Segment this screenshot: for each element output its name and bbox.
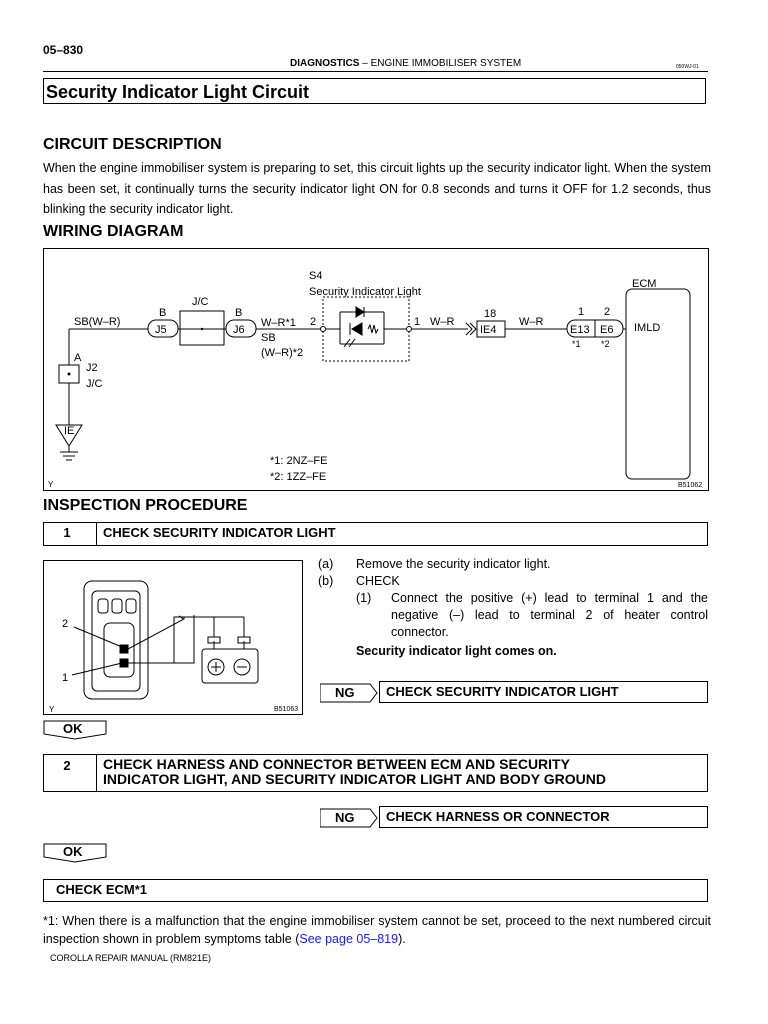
label-s4: S4 bbox=[309, 270, 323, 282]
label-e13-note: *1 bbox=[572, 339, 581, 349]
step1-box bbox=[43, 522, 708, 546]
wiring-diagram-svg bbox=[44, 249, 710, 492]
label-e6: E6 bbox=[600, 324, 614, 336]
label-ie4-pin: 18 bbox=[484, 308, 497, 320]
step-sub-marker: (1) bbox=[356, 591, 372, 605]
step2-ok-label: OK bbox=[63, 844, 83, 859]
label-pin1: 1 bbox=[414, 316, 421, 328]
step-b-text: CHECK bbox=[356, 574, 400, 588]
step2-ng-action[interactable]: CHECK HARNESS OR CONNECTOR bbox=[379, 806, 708, 828]
label-wr2: (W–R)*2 bbox=[261, 347, 304, 359]
label-imld: IMLD bbox=[634, 322, 661, 334]
label-wr1: W–R*1 bbox=[261, 317, 296, 329]
step-sub-text: Connect the positive (+) lead to terminal 1 and the negative (–) lead to terminal 2 of heater control connector. bbox=[391, 591, 708, 639]
section-header bbox=[290, 58, 521, 69]
footnote-end: ). bbox=[398, 932, 406, 946]
section-engine-immobiliser: ENGINE IMMOBILISER SYSTEM bbox=[370, 58, 522, 69]
step2-number: 2 bbox=[44, 755, 97, 791]
label-j6: J6 bbox=[233, 324, 245, 336]
label-fig-code: B51062 bbox=[678, 482, 703, 489]
label-ie: IE bbox=[64, 425, 75, 437]
label-y: Y bbox=[48, 480, 54, 489]
see-page-link[interactable]: See page 05–819 bbox=[299, 932, 399, 946]
section-separator: – bbox=[359, 58, 371, 69]
label-j2-jc: J/C bbox=[86, 378, 103, 390]
step3-box bbox=[43, 879, 708, 902]
wiring-diagram bbox=[43, 248, 709, 491]
page-title: Security Indicator Light Circuit bbox=[43, 78, 706, 104]
label-e6-note: *2 bbox=[601, 339, 610, 349]
step1-number: 1 bbox=[44, 523, 97, 545]
step1-title: CHECK SECURITY INDICATOR LIGHT bbox=[103, 525, 336, 540]
fig-pin2: 2 bbox=[62, 618, 69, 630]
header-rule bbox=[43, 71, 708, 72]
label-j6-wire: B bbox=[235, 307, 243, 319]
step2-title-line2: INDICATOR LIGHT, AND SECURITY INDICATOR LIGHT AND BODY GROUND bbox=[103, 771, 606, 787]
step1-ng-action[interactable]: CHECK SECURITY INDICATOR LIGHT bbox=[379, 681, 708, 703]
section-diagnostics: DIAGNOSTICS bbox=[290, 58, 360, 69]
step-b-marker: (b) bbox=[318, 574, 334, 588]
label-j5-wire: B bbox=[159, 307, 167, 319]
label-sb: SB bbox=[261, 332, 276, 344]
label-jc-top: J/C bbox=[192, 296, 209, 308]
step1-ok-label: OK bbox=[63, 721, 83, 736]
label-ecm: ECM bbox=[632, 278, 657, 290]
step-a-text: Remove the security indicator light. bbox=[356, 557, 551, 571]
inspection-heading: INSPECTION PROCEDURE bbox=[43, 497, 248, 514]
label-ie4: IE4 bbox=[480, 324, 497, 336]
wiring-diagram-heading: WIRING DIAGRAM bbox=[43, 223, 184, 240]
connector-figure bbox=[43, 560, 303, 715]
label-pin2: 2 bbox=[310, 316, 317, 328]
doc-code: 050WJ-01 bbox=[676, 64, 699, 70]
footnote bbox=[43, 912, 711, 948]
step1-result: Security indicator light comes on. bbox=[356, 644, 557, 658]
page-number: 05–830 bbox=[43, 43, 84, 57]
step3-title: CHECK ECM*1 bbox=[56, 882, 148, 897]
circuit-description-text: When the engine immobiliser system is preparing to set, this circuit lights up the security indicator light. When the system has been set, it continually turns the security indicator light ON for 0.8 seconds and turns it OFF for 1.2 seconds, thus blinking the security indicator light. bbox=[43, 161, 711, 216]
label-j2: J2 bbox=[86, 362, 98, 374]
label-sb-wr: SB(W–R) bbox=[74, 316, 121, 328]
fig-pin1: 1 bbox=[62, 672, 69, 684]
label-e6-pin: 2 bbox=[604, 306, 611, 318]
step2-ng-label: NG bbox=[335, 810, 355, 825]
fig-y: Y bbox=[49, 705, 55, 714]
step1-ng-label: NG bbox=[335, 685, 355, 700]
step2-title bbox=[97, 755, 606, 791]
label-wr-a: W–R bbox=[430, 316, 455, 328]
step-a-marker: (a) bbox=[318, 557, 334, 571]
label-s4-name: Security Indicator Light bbox=[309, 286, 421, 298]
label-note1: *1: 2NZ–FE bbox=[270, 455, 328, 467]
label-j5: J5 bbox=[155, 324, 167, 336]
label-e13-pin: 1 bbox=[578, 306, 585, 318]
step2-box bbox=[43, 754, 708, 792]
footer: COROLLA REPAIR MANUAL (RM821E) bbox=[50, 953, 212, 963]
circuit-description-heading: CIRCUIT DESCRIPTION bbox=[43, 136, 222, 153]
label-e13: E13 bbox=[570, 324, 590, 336]
label-wr-b: W–R bbox=[519, 316, 544, 328]
fig-code: B51063 bbox=[274, 706, 299, 713]
connector-figure-svg bbox=[44, 561, 304, 716]
label-note2: *2: 1ZZ–FE bbox=[270, 471, 327, 483]
step2-title-line1: CHECK HARNESS AND CONNECTOR BETWEEN ECM AND SECURITY bbox=[103, 756, 570, 772]
footnote-text: *1: When there is a malfunction that the engine immobiliser system cannot be set, proceed to the next numbered circuit inspection shown in problem symptoms table ( bbox=[43, 914, 711, 946]
label-a: A bbox=[74, 352, 82, 364]
